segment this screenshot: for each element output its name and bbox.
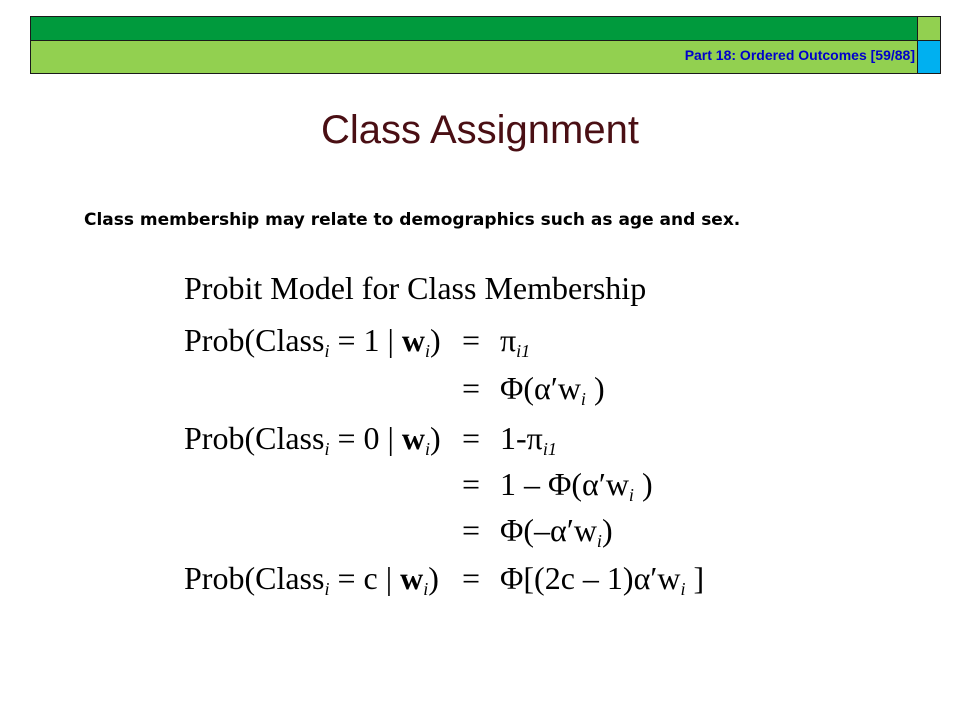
equation-line-6-rhs: $\Phi[(2c - 1)\alpha'w_i$ ] [500, 560, 705, 599]
equation-line-3-equals: = [462, 420, 481, 456]
equation-line-5-rhs: $\Phi(-\alpha'w_i)$ [500, 512, 613, 551]
equation-line-6-equals: = [462, 560, 481, 596]
slide-title: Class Assignment [321, 108, 639, 152]
equation-line-1-rhs: $\pi_{i1}$ [500, 322, 531, 361]
slide-subtitle: Class membership may relate to demographics such as age and sex. [84, 210, 741, 230]
equation-line-3-lhs: Prob(Class$_i$ = 0 | $w_i$) [184, 420, 441, 459]
equation-line-2-equals: = [462, 370, 481, 406]
equation-line-5-equals: = [462, 512, 481, 548]
equation-line-6-lhs: Prob(Class$_i$ = c | $w_i$) [184, 560, 439, 599]
equation-line-1-lhs: Prob(Class$_i$ = 1 | $w_i$) [184, 322, 441, 361]
header-square-bottom [917, 40, 941, 74]
equation-line-2-rhs: $\Phi(\alpha'w_i$ ) [500, 370, 605, 409]
model-heading: Probit Model for Class Membership [184, 270, 647, 306]
equation-line-4-equals: = [462, 466, 481, 502]
slide-label: Part 18: Ordered Outcomes [59/88] [684, 47, 915, 63]
equation-line-3-rhs: $1-\pi_{i1}$ [500, 420, 557, 459]
equation-line-4-rhs: $1 - \Phi(\alpha'w_i$ ) [500, 466, 653, 505]
equation-line-1-equals: = [462, 322, 481, 358]
header-bar-top [30, 16, 918, 41]
header-square-top [917, 16, 941, 41]
